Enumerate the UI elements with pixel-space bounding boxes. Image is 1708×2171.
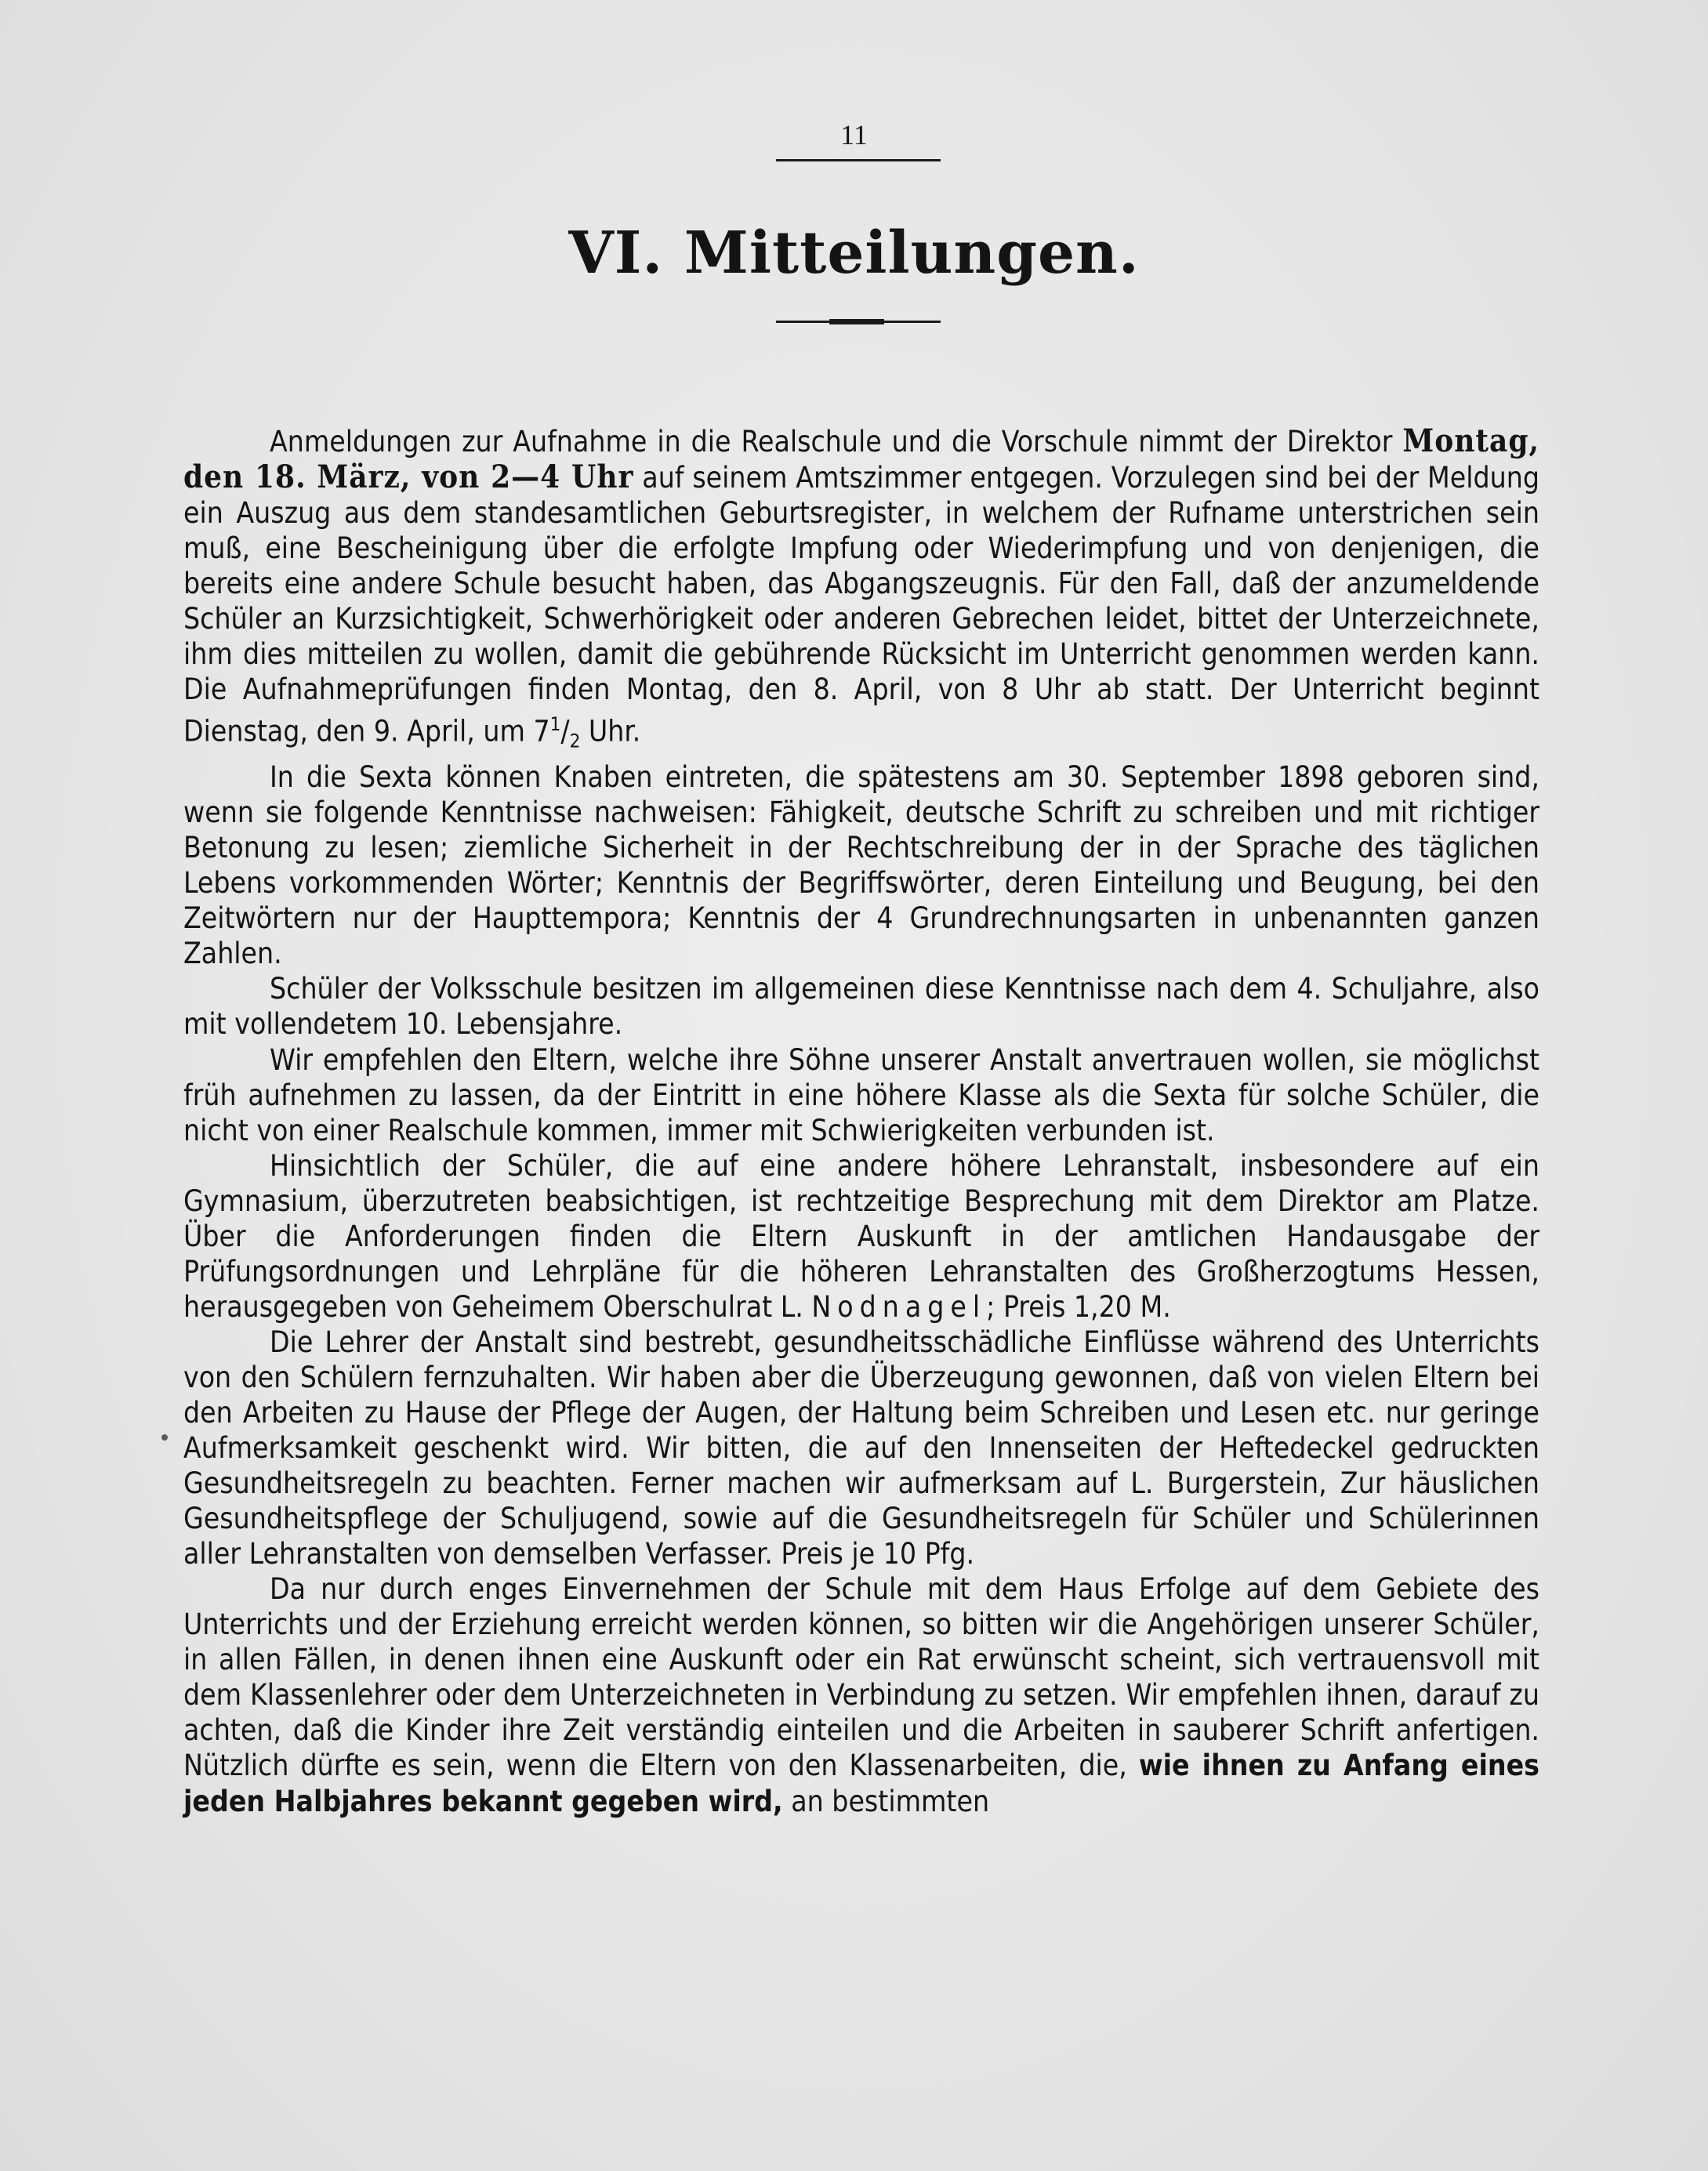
paragraph-transfer xyxy=(183,1148,1539,1325)
paragraph-text: Anmeldungen zur Aufnahme in die Realschule und die Vorschule nimmt der Direktor xyxy=(270,425,1403,458)
semester-notice-bold: wie ihnen zu Anfang eines jeden Halbjahres bekannt gegeben wird, xyxy=(183,1749,1540,1818)
paragraph-sexta-requirements: In die Sexta können Knaben eintreten, die spätestens am 30. September 1898 geboren sind, wenn sie folgende Kenntnisse nachweisen: Fähigkeit, deutsche Schrift zu schreiben und mit richtiger Betonung zu lesen; ziemliche Sicherheit in der Rechtschreibung der in der Sprache des täglichen Lebens vorkommenden Wörter; Kenntnis der Begriffswörter, deren Einteilung und Beugung, bei den Zeitwörtern nur der Haupttempora; Kenntnis der 4 Grundrechnungsarten in unbenannten ganzen Zahlen. xyxy=(183,760,1539,971)
top-rule xyxy=(776,159,941,161)
margin-mark xyxy=(161,1434,168,1441)
paragraph-registration xyxy=(183,423,1539,759)
paragraph-text: ; Preis 1,20 M. xyxy=(986,1289,1171,1324)
paragraph-early-admission: Wir empfehlen den Eltern, welche ihre Söhne unserer Anstalt anvertrauen wollen, sie möglichst früh aufnehmen zu lassen, da der Eintritt in eine höhere Klasse als die Sexta für solche Schüler, die nicht von einer Realschule kommen, immer mit Schwierigkeiten verbunden ist. xyxy=(183,1042,1539,1147)
section-heading: VI. Mitteilungen. xyxy=(568,219,1140,287)
paragraph-cooperation xyxy=(183,1571,1539,1818)
paragraph-health: Die Lehrer der Anstalt sind bestrebt, gesundheitsschädliche Einflüsse während des Unterrichts von den Schülern fernzuhalten. Wir haben aber die Überzeugung gewonnen, daß von vielen Eltern bei den Arbeiten zu Hause der Pflege der Augen, der Haltung beim Schreiben und Lesen etc. nur geringe Aufmerksamkeit geschenkt wird. Wir bitten, die auf den Innenseiten der Heftedeckel gedruckten Gesundheitsregeln zu beachten. Ferner machen wir aufmerksam auf L. Burgerstein, Zur häuslichen Gesundheitspflege der Schuljugend, sowie auf die Gesundheitsregeln für Schüler und Schülerinnen aller Lehranstalten von demselben Verfasser. Preis je 10 Pfg. xyxy=(183,1325,1539,1571)
paragraph-text: auf seinem Amtszimmer entgegen. Vorzulegen sind bei der Meldung ein Auszug aus dem standesamtlichen Geburtsregister, in welchem der Rufname unterstrichen sein muß, eine Bescheinigung über die erfolgte Impfung oder Wiederimpfung und von denjenigen, die bereits eine andere Schule besucht haben, das Abgangszeugnis. Für den Fall, daß der anzumeldende Schüler an Kurzsichtigkeit, Schwerhörigkeit oder anderen Gebrechen leidet, bittet der Unterzeichnete, ihm dies mitteilen zu wollen, damit die gebührende Rücksicht im Unterricht genommen werden kann. Die Aufnahmeprüfungen finden Montag, den 8. April, von 8 Uhr ab statt. Der Unterricht beginnt Dienstag, den 9. April, um 7 xyxy=(183,461,1539,748)
paragraph-text: Hinsichtlich der Schüler, die auf eine andere höhere Lehranstalt, insbesondere auf ein Gymnasium, überzutreten beabsichtigen, ist rechtzeitige Besprechung mit dem Direktor am Platze. Über die Anforderungen finden die Eltern Auskunft in der amtlichen Handausgabe der Prüfungsordnungen und Lehrpläne für die höheren Lehranstalten des Großherzogtums Hessen, herausgegeben von Geheimem Oberschulrat L. xyxy=(183,1148,1539,1324)
body-text xyxy=(183,423,1539,1819)
fraction-numerator: 1 xyxy=(549,713,561,736)
fraction-slash: / xyxy=(560,714,570,748)
heading-underline-bar xyxy=(829,319,884,324)
author-name-spaced: Nodnagel xyxy=(811,1289,987,1324)
paragraph-text: Da nur durch enges Einvernehmen der Schule mit dem Haus Erfolge auf dem Gebiete des Unterrichts und der Erziehung erreicht werden können, so bitten wir die Angehörigen unserer Schüler, in allen Fällen, in denen ihnen eine Auskunft oder ein Rat erwünscht scheint, sich vertrauensvoll mit dem Klassenlehrer oder dem Unterzeichneten in Verbindung zu setzen. Wir empfehlen ihnen, darauf zu achten, daß die Kinder ihre Zeit verständig einteilen und die Arbeiten in sauberer Schrift anfertigen. Nützlich dürfte es sein, wenn die Eltern von den Klassenarbeiten, die, xyxy=(183,1572,1539,1783)
paragraph-text: an bestimmten xyxy=(782,1784,990,1818)
page-number: 11 xyxy=(840,119,868,150)
registration-date-bold: Montag, den 18. März, von 2—4 Uhr xyxy=(183,422,1539,496)
paragraph-text: Uhr. xyxy=(580,714,641,748)
fraction-denominator: 2 xyxy=(569,730,581,753)
paragraph-volksschule: Schüler der Volksschule besitzen im allgemeinen diese Kenntnisse nach dem 4. Schuljahre, also mit vollendetem 10. Lebensjahre. xyxy=(183,972,1539,1042)
